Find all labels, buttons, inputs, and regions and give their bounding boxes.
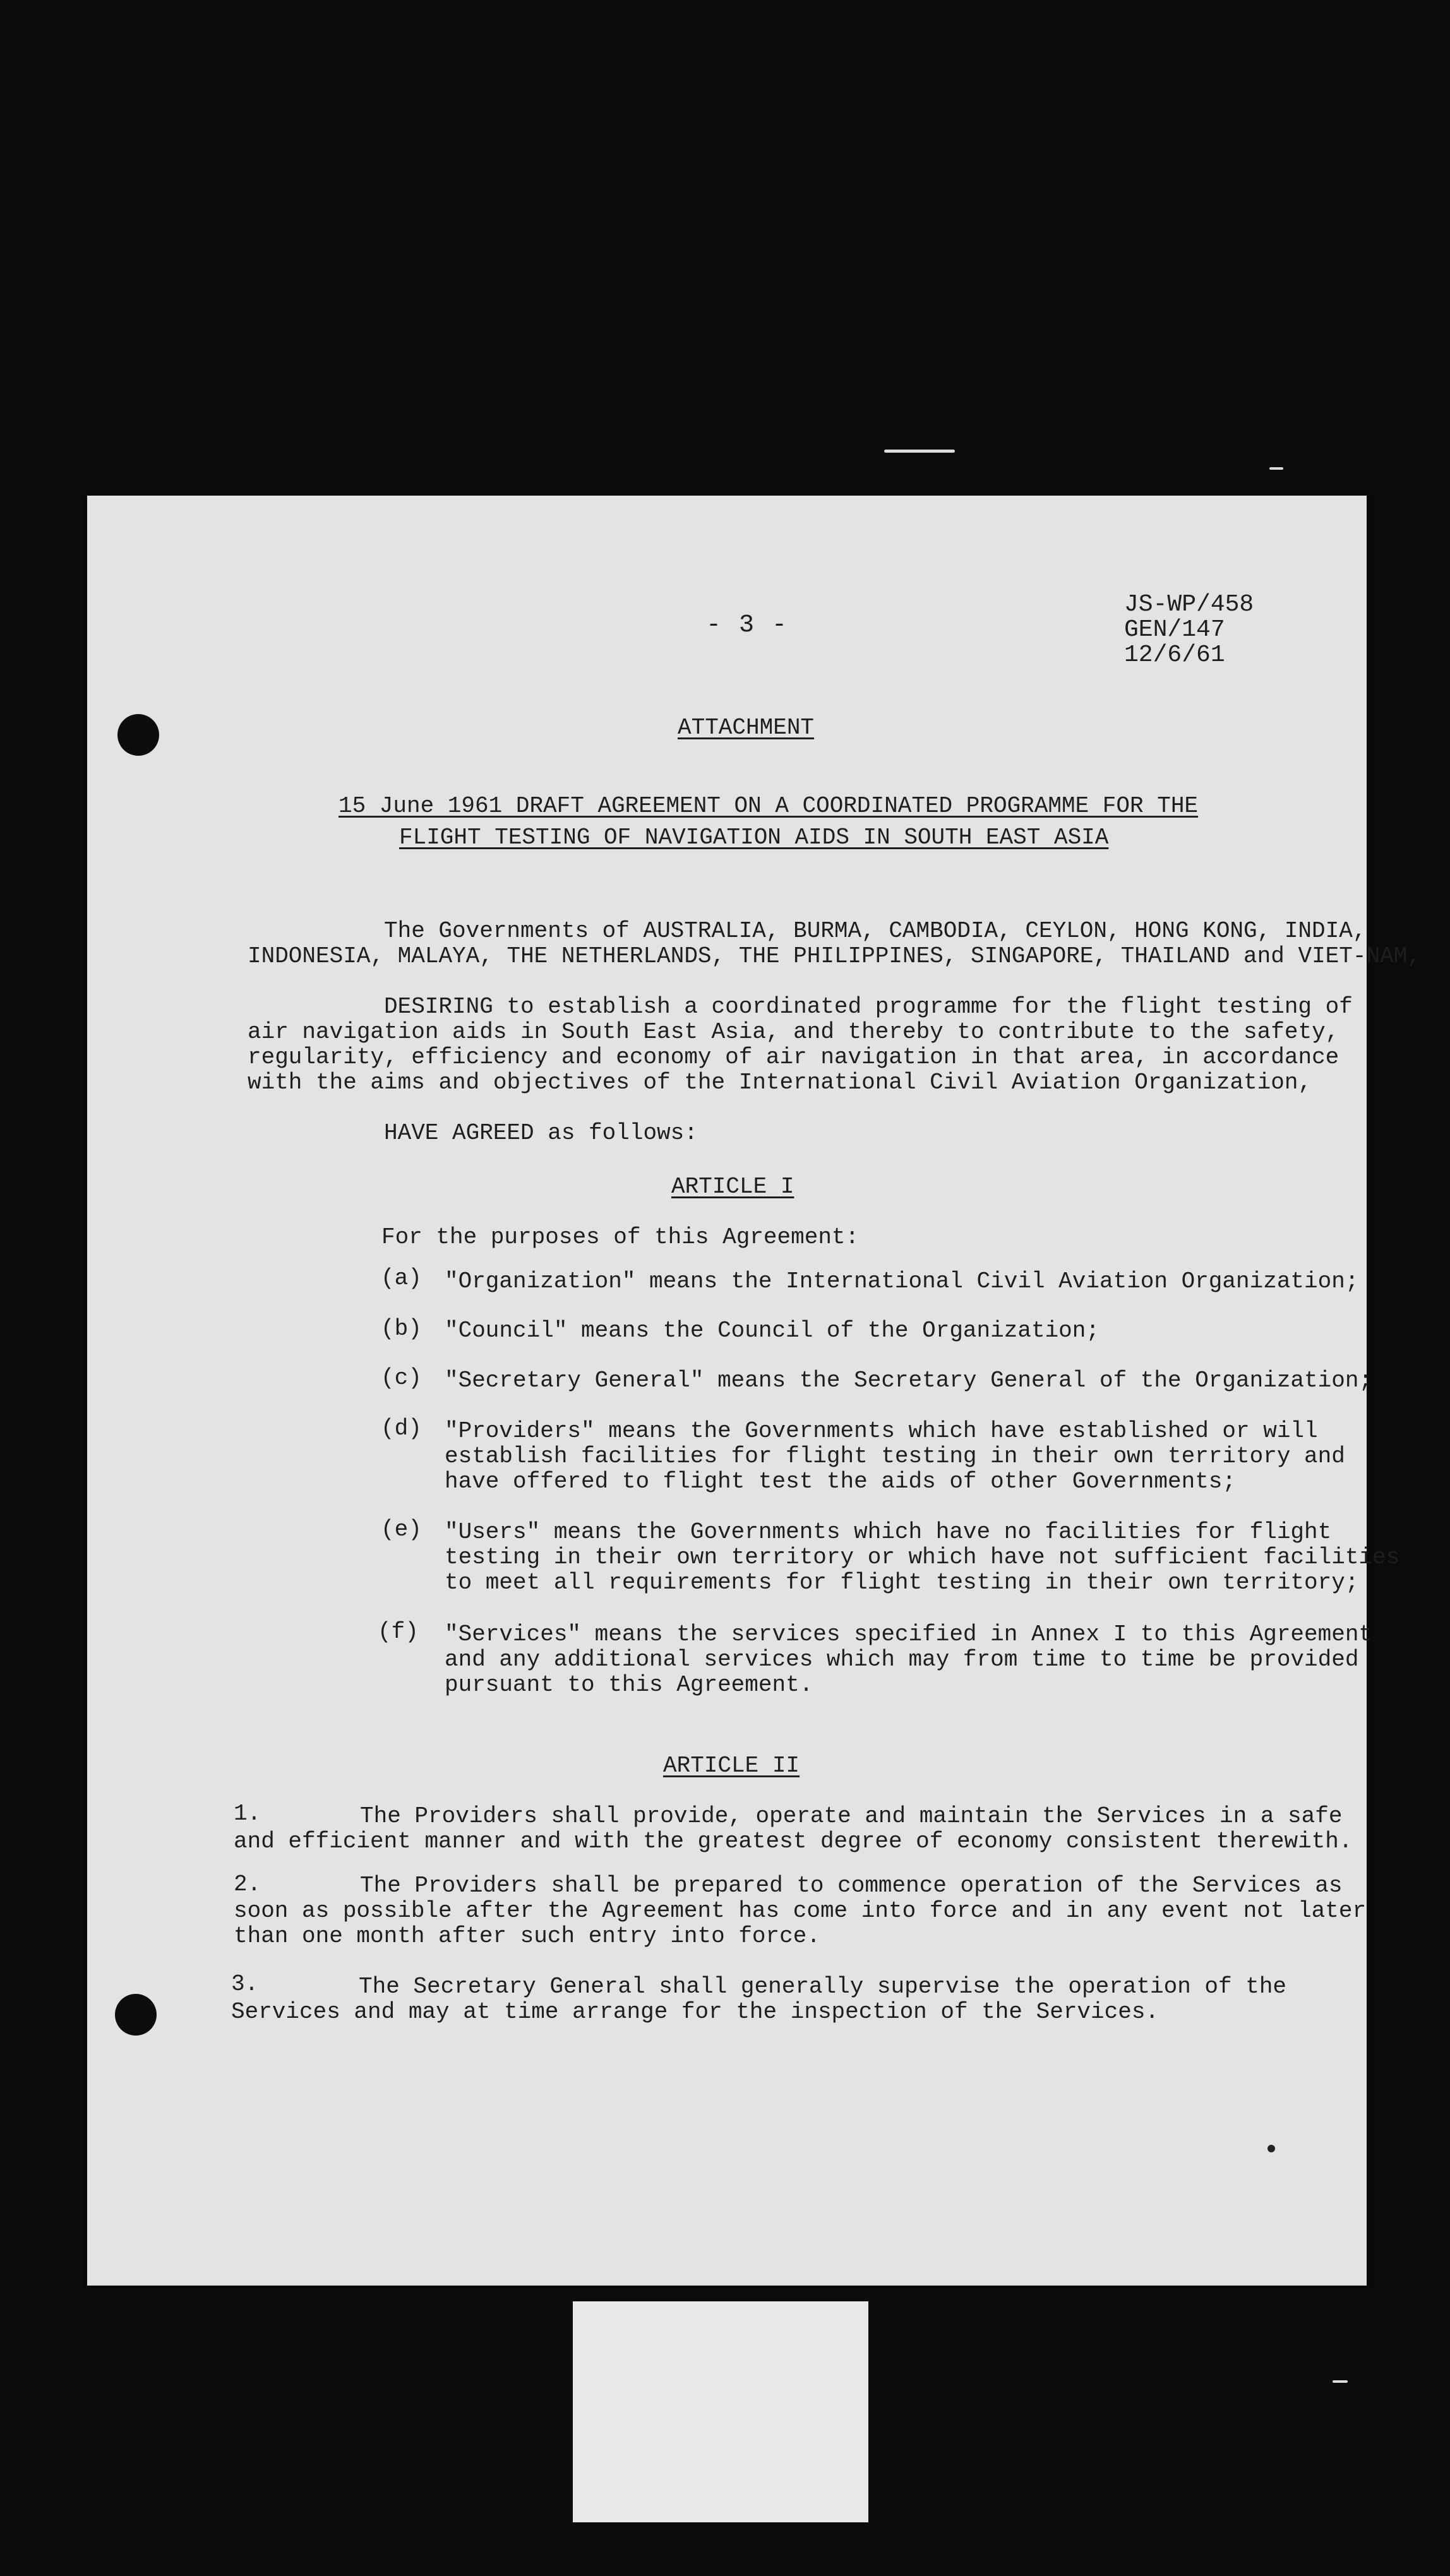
governments-line-1: The Governments of AUSTRALIA, BURMA, CAMBODIA, CEYLON, HONG KONG, INDIA, [384,918,1367,944]
paragraph-text: The Providers shall provide, operate and maintain the Services in a safe [360,1803,1343,1829]
definition-text: have offered to flight test the aids of other Governments; [445,1469,1237,1494]
page-number: - 3 - [706,611,789,640]
desiring-line-3: regularity, efficiency and economy of air navigation in that area, in accordance [248,1044,1339,1070]
paragraph-number: 1. [234,1801,261,1827]
ref-line: GEN/147 [1124,616,1225,643]
definition-text: "Services" means the services specified in Annex I to this Agreement [445,1621,1373,1647]
white-card [573,2301,868,2522]
punch-hole-top [117,714,159,756]
ref-line: JS-WP/458 [1124,591,1254,618]
paragraph-number: 2. [234,1871,261,1897]
definition-label: (b) [381,1316,422,1342]
definition-label: (c) [381,1365,422,1391]
definition-label: (d) [381,1416,422,1441]
paragraph-text: and efficient manner and with the greatest degree of economy consistent therewith. [234,1828,1353,1854]
definition-text: "Users" means the Governments which have no facilities for flight [445,1519,1332,1545]
definition-text: "Secretary General" means the Secretary General of the Organization; [445,1368,1373,1393]
paragraph-text: than one month after such entry into force. [234,1923,820,1949]
definition-text: "Organization" means the International Civil Aviation Organization; [445,1268,1359,1294]
paragraph-text: The Secretary General shall generally supervise the operation of the [359,1974,1287,2000]
paragraph-text: Services and may at time arrange for the inspection of the Services. [231,1999,1159,2025]
paragraph-text: soon as possible after the Agreement has come into force and in any event not later [234,1898,1367,1924]
document-reference [1124,592,1254,668]
paper-speck [1267,2145,1275,2152]
paragraph-number: 3. [231,1971,259,1997]
punch-hole-bottom [115,1994,157,2036]
definition-label: (a) [381,1265,422,1291]
definition-text: and any additional services which may from time to time be provided [445,1647,1359,1673]
film-speck [884,450,955,453]
definition-text: to meet all requirements for flight testing in their own territory; [445,1570,1359,1595]
definition-text: pursuant to this Agreement. [445,1672,813,1698]
document-page [87,496,1421,2286]
definition-label: (e) [381,1517,422,1542]
ref-line: 12/6/61 [1124,641,1225,669]
desiring-line-2: air navigation aids in South East Asia, and thereby to contribute to the safety, [248,1019,1339,1045]
article-2-heading: ARTICLE II [663,1753,800,1779]
attachment-heading: ATTACHMENT [678,715,815,741]
article-1-heading: ARTICLE I [671,1174,794,1200]
film-speck [1269,467,1283,470]
paragraph-text: The Providers shall be prepared to commence operation of the Services as [360,1873,1343,1899]
definition-text: testing in their own territory or which have not sufficient facilities [445,1544,1400,1570]
definition-text: "Providers" means the Governments which have established or will [445,1418,1318,1444]
desiring-line-1: DESIRING to establish a coordinated programme for the flight testing of [384,994,1353,1020]
title-line-1: 15 June 1961 DRAFT AGREEMENT ON A COORDINATED PROGRAMME FOR THE [339,793,1199,819]
agreed-line: HAVE AGREED as follows: [384,1120,698,1146]
title-line-2: FLIGHT TESTING OF NAVIGATION AIDS IN SOUTH EAST ASIA [399,825,1109,850]
desiring-line-4: with the aims and objectives of the International Civil Aviation Organization, [248,1070,1312,1095]
definition-text: "Council" means the Council of the Organization; [445,1318,1099,1344]
film-speck [1333,2380,1348,2383]
definition-text: establish facilities for flight testing in their own territory and [445,1443,1345,1469]
governments-line-2: INDONESIA, MALAYA, THE NETHERLANDS, THE PHILIPPINES, SINGAPORE, THAILAND and VIET-NAM, [248,943,1421,969]
definition-label: (f) [378,1619,419,1645]
article-1-intro: For the purposes of this Agreement: [381,1224,860,1250]
